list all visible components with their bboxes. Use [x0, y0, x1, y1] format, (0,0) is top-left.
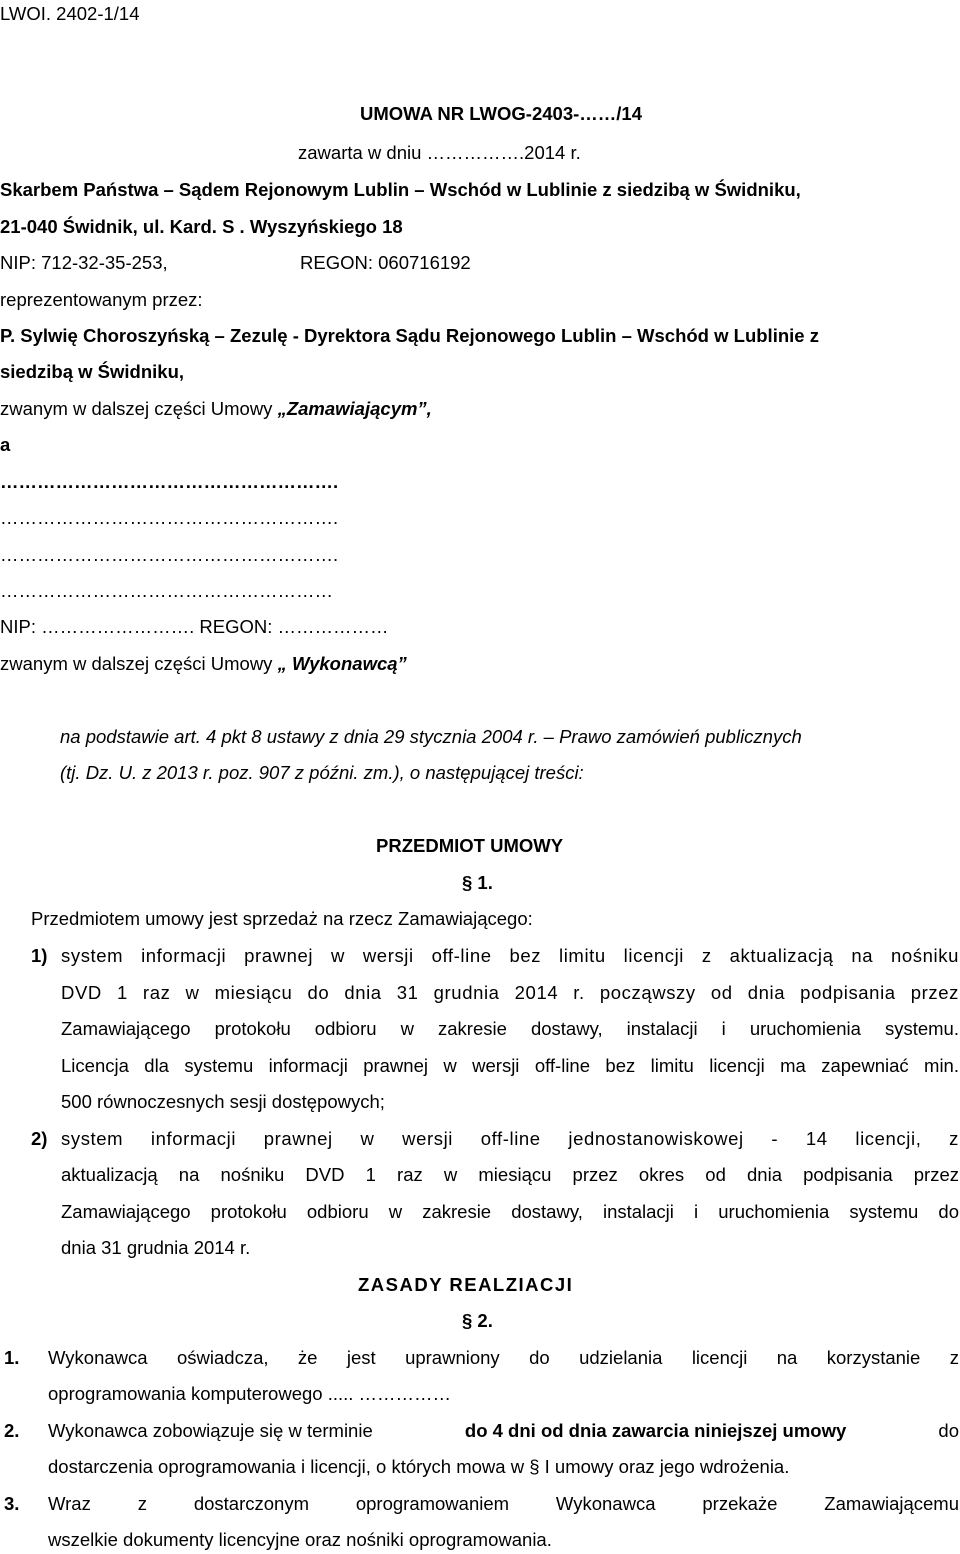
date-line: zawarta w dniu …………….2014 r.: [298, 142, 581, 163]
item2-line2: aktualizacją na nośniku DVD 1 raz w miesiącu przez okres od dnia podpisania przez: [61, 1164, 959, 1185]
contract-title: UMOWA NR LWOG-2403-……/14: [360, 103, 642, 124]
section2-point1-number: 1.: [4, 1347, 20, 1368]
party1-called: [0, 398, 432, 420]
party1-representative-line2: siedzibą w Świdniku,: [0, 361, 185, 382]
item1-line3: Zamawiającego protokołu odbioru w zakresie dostawy, instalacji i uruchomienia systemu.: [61, 1018, 959, 1039]
legal-basis-line2: (tj. Dz. U. z 2013 r. poz. 907 z późni. zm.), o następującej treści:: [60, 762, 584, 783]
item1-line1: system informacji prawnej w wersji off-line bez limitu licencji z aktualizacją na nośniku: [61, 945, 959, 966]
party1-representative-label: reprezentowanym przez:: [0, 289, 203, 310]
legal-basis-line1: na podstawie art. 4 pkt 8 ustawy z dnia 29 stycznia 2004 r. – Prawo zamówień publicznych: [60, 726, 802, 747]
called-prefix: zwanym w dalszej części Umowy: [0, 398, 273, 419]
section2-point3-line2: wszelkie dokumenty licencyjne oraz nośniki oprogramowania.: [48, 1529, 552, 1550]
section1-intro: Przedmiotem umowy jest sprzedaż na rzecz Zamawiającego:: [31, 908, 533, 929]
section1-heading: PRZEDMIOT UMOWY: [376, 835, 564, 856]
section2-heading: ZASADY REALZIACJI: [358, 1274, 574, 1295]
section2-point3-number: 3.: [4, 1493, 20, 1514]
party1-nip: NIP: 712-32-35-253,: [0, 252, 168, 273]
called-prefix: zwanym w dalszej części Umowy: [0, 653, 273, 674]
called-name-zamawiajacy: „Zamawiającym”,: [277, 398, 432, 419]
item2-line4: dnia 31 grudnia 2014 r.: [61, 1237, 251, 1258]
point2-text-a: Wykonawca zobowiązuje się w terminie: [48, 1420, 373, 1441]
section2-paragraph-mark: § 2.: [462, 1310, 493, 1331]
item2-number: 2): [31, 1128, 48, 1149]
section2-point2-number: 2.: [4, 1420, 20, 1441]
party1-line1: Skarbem Państwa – Sądem Rejonowym Lublin – Wschód w Lublinie z siedzibą w Świdniku,: [0, 179, 801, 200]
party2-nip-regon: NIP: ……………………. REGON: ………………: [0, 616, 389, 637]
item1-number: 1): [31, 945, 48, 966]
conjunction-a: a: [0, 434, 11, 455]
party1-line2: 21-040 Świdnik, ul. Kard. S . Wyszyńskiego 18: [0, 216, 403, 237]
section2-point3-line1: Wraz z dostarczonym oprogramowaniem Wykonawca przekaże Zamawiającemu: [48, 1493, 959, 1514]
section2-point2-line1: [48, 1420, 959, 1442]
party2-dots-2: ……………………………………………….: [0, 507, 339, 528]
section1-paragraph-mark: § 1.: [462, 872, 493, 893]
item2-line1: system informacji prawnej w wersji off-line jednostanowiskowej - 14 licencji, z: [61, 1128, 959, 1149]
section2-point2-line2: dostarczenia oprogramowania i licencji, o których mowa w § I umowy oraz jego wdrożenia.: [48, 1456, 790, 1477]
party2-dots-3: ……………………………………………….: [0, 544, 339, 565]
item1-line4: Licencja dla systemu informacji prawnej w wersji off-line bez limitu licencji ma zapewniać min.: [61, 1055, 959, 1076]
item1-line5: 500 równoczesnych sesji dostępowych;: [61, 1091, 385, 1112]
section2-point1-line2: oprogramowania komputerowego ..... ……………: [48, 1383, 452, 1404]
item2-line3: Zamawiającego protokołu odbioru w zakresie dostawy, instalacji i uruchomienia systemu do: [61, 1201, 959, 1222]
point2-text-c: do: [938, 1420, 959, 1441]
party2-called: [0, 653, 407, 675]
section2-point1-line1: Wykonawca oświadcza, że jest uprawniony do udzielania licencji na korzystanie z: [48, 1347, 959, 1368]
header-reference: LWOI. 2402-1/14: [0, 3, 140, 24]
party2-dots-1: ……………………………………………….: [0, 471, 339, 492]
called-name-wykonawca: „ Wykonawcą”: [277, 653, 407, 674]
party2-dots-4: ………………………………………………: [0, 580, 333, 601]
party1-regon: REGON: 060716192: [300, 252, 471, 273]
point2-text-b: do 4 dni od dnia zawarcia niniejszej umowy: [464, 1420, 847, 1441]
party1-representative-line1: P. Sylwię Choroszyńską – Zezulę - Dyrektora Sądu Rejonowego Lublin – Wschód w Lublinie z: [0, 325, 819, 346]
item1-line2: DVD 1 raz w miesiącu do dnia 31 grudnia 2014 r. począwszy od dnia podpisania przez: [61, 982, 959, 1003]
